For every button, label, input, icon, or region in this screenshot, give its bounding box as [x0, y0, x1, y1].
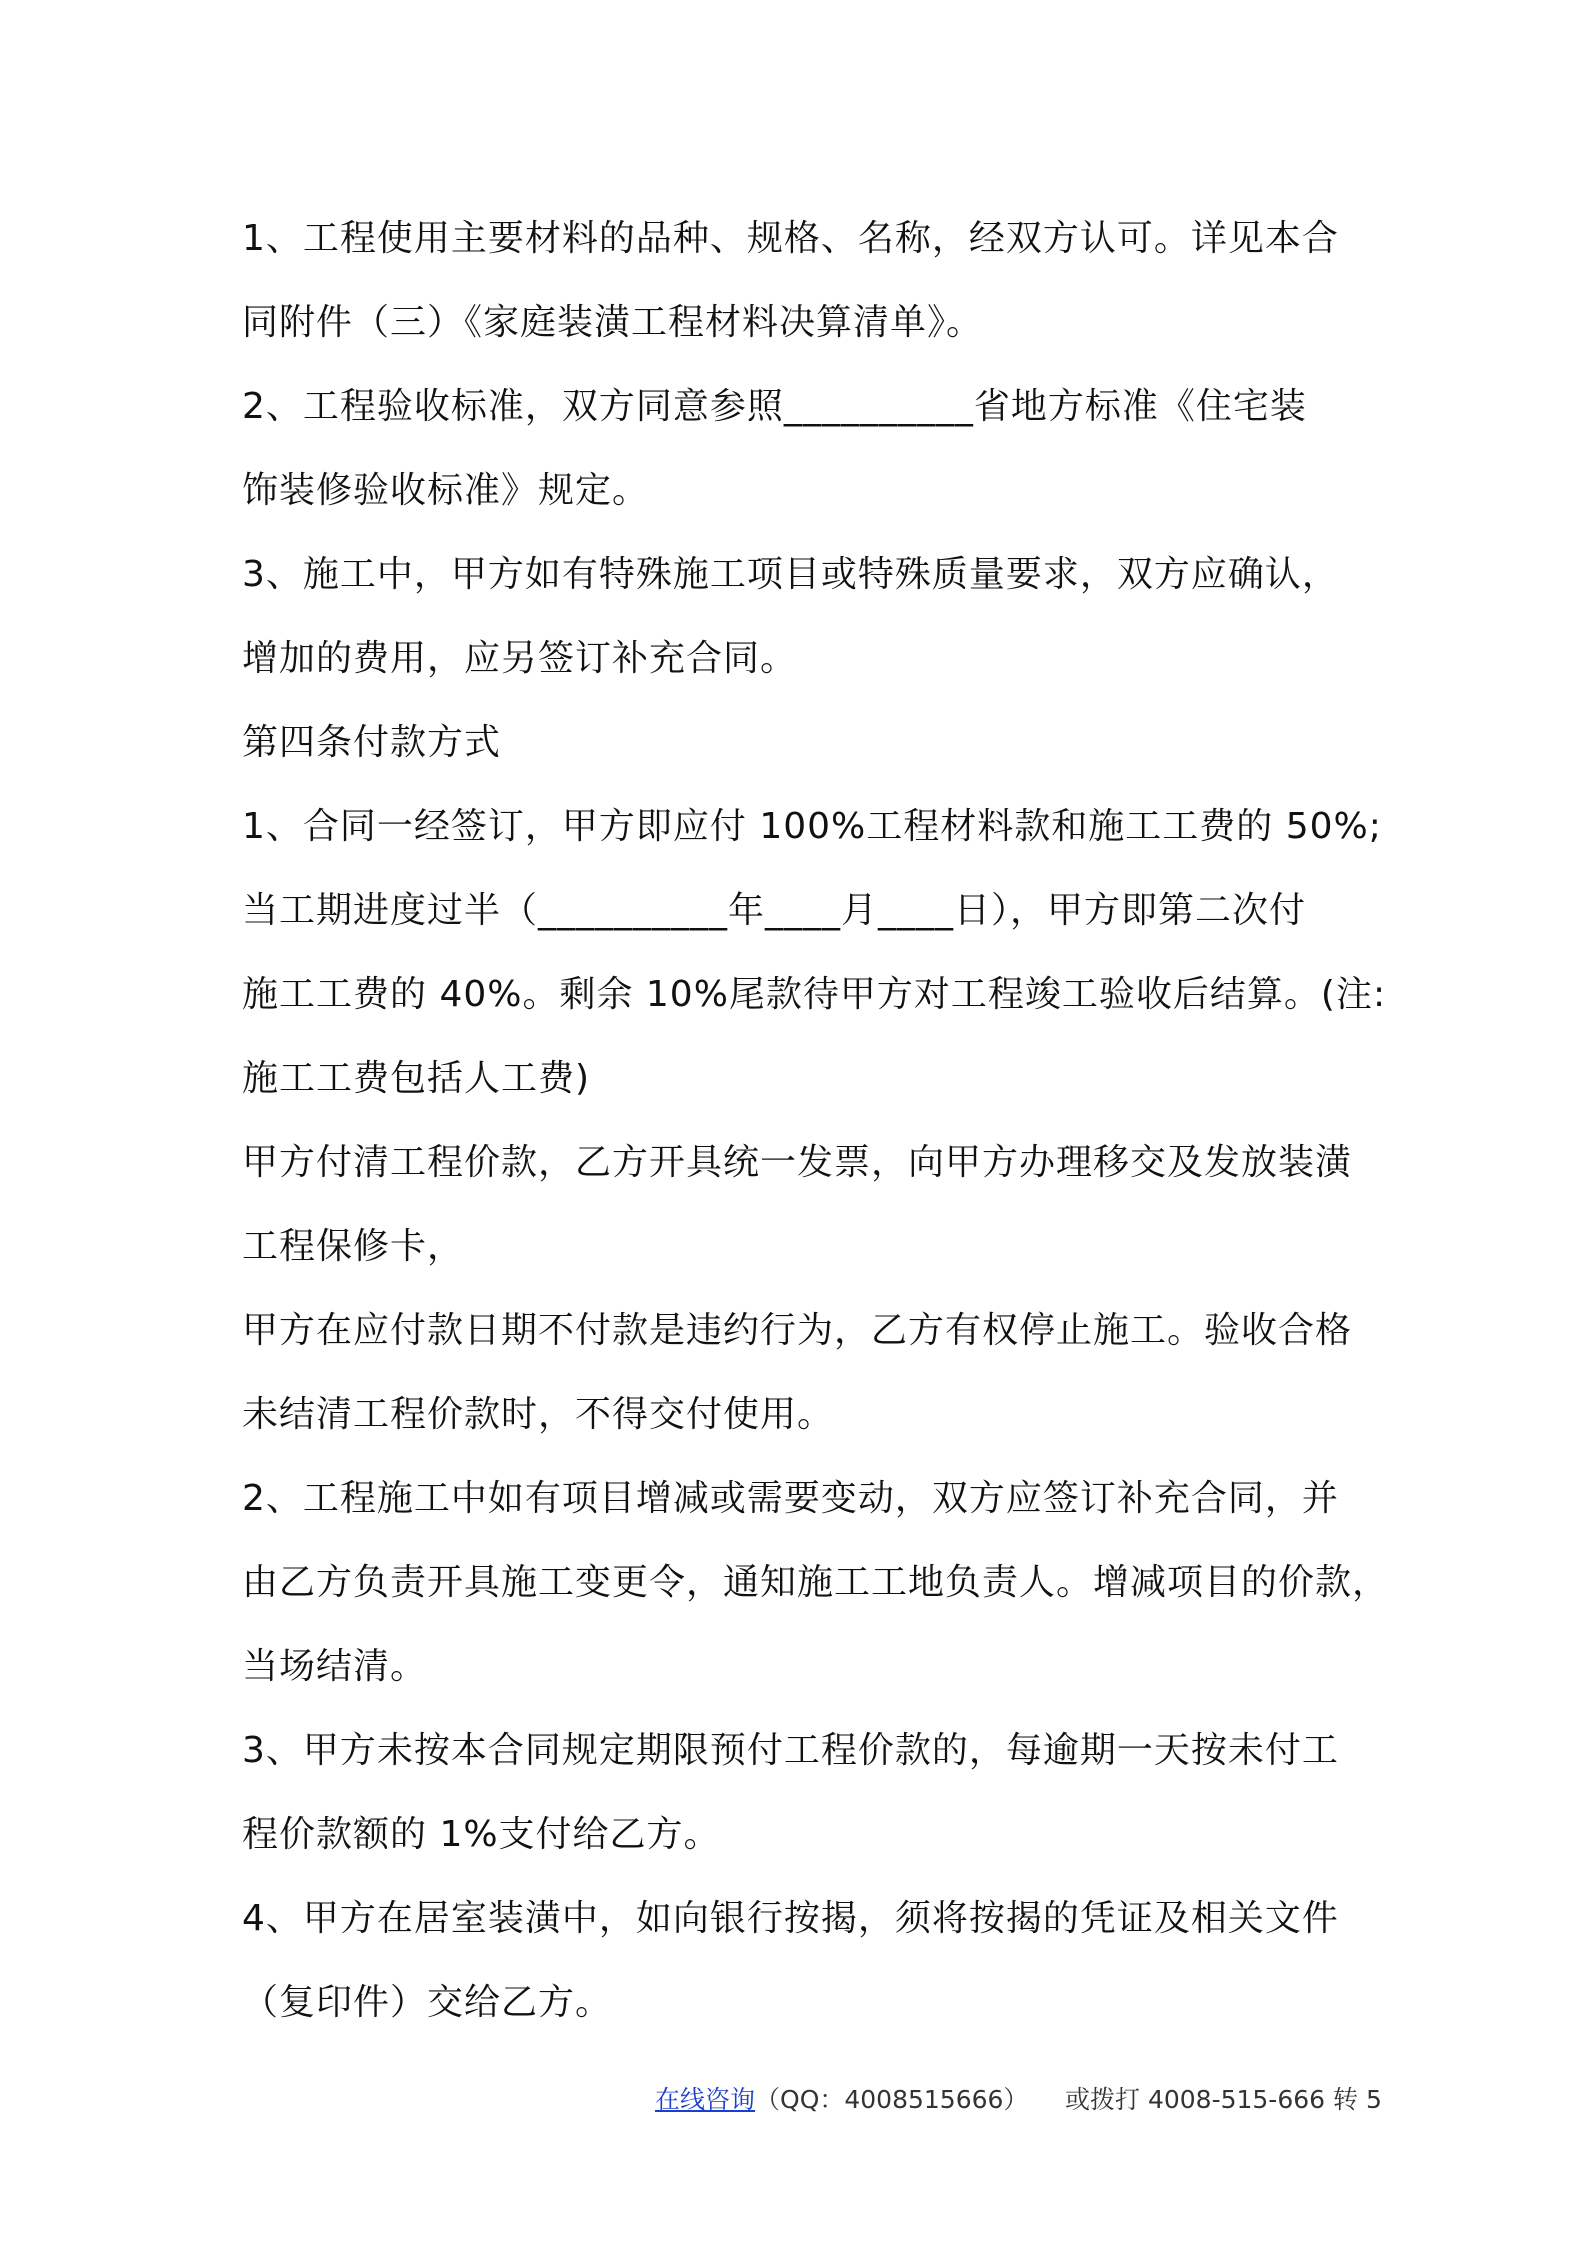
text-line: 1、合同一经签订，甲方即应付 100%工程材料款和施工工费的 50%; [242, 806, 1382, 847]
text-line: 1、工程使用主要材料的品种、规格、名称，经双方认可。详见本合 [242, 218, 1339, 259]
text-line: 甲方付清工程价款，乙方开具统一发票，向甲方办理移交及发放装潢 [242, 1142, 1353, 1183]
page-footer [655, 2080, 1382, 2116]
online-consult-link[interactable]: 在线咨询 [655, 2085, 756, 2114]
text-line: 4、甲方在居室装潢中，如向银行按揭，须将按揭的凭证及相关文件 [242, 1898, 1339, 1939]
phone-contact-text: 或拨打 4008-515-666 转 5 [1065, 2085, 1382, 2114]
text-line: 2、工程验收标准，双方同意参照__________省地方标准《住宅装 [242, 386, 1307, 427]
section-heading: 第四条付款方式 [242, 722, 502, 763]
text-line: 当工期进度过半（__________年____月____日），甲方即第二次付 [242, 890, 1307, 931]
text-line: 3、施工中，甲方如有特殊施工项目或特殊质量要求，双方应确认， [242, 554, 1339, 595]
text-line: 由乙方负责开具施工变更令，通知施工工地负责人。增减项目的价款， [242, 1562, 1390, 1603]
text-line: （复印件）交给乙方。 [242, 1982, 613, 2023]
text-line: 3、甲方未按本合同规定期限预付工程价款的，每逾期一天按未付工 [242, 1730, 1339, 1771]
text-line: 2、工程施工中如有项目增减或需要变动，双方应签订补充合同，并 [242, 1478, 1339, 1519]
text-line: 未结清工程价款时，不得交付使用。 [242, 1394, 835, 1435]
text-line: 程价款额的 1%支付给乙方。 [242, 1814, 721, 1855]
document-body [242, 197, 1390, 2045]
text-line: 施工工费的 40%。剩余 10%尾款待甲方对工程竣工验收后结算。(注: [242, 974, 1387, 1015]
text-line: 工程保修卡， [242, 1226, 465, 1267]
text-line: 同附件（三）《家庭装潢工程材料决算清单》。 [242, 302, 984, 343]
text-line: 饰装修验收标准》规定。 [242, 470, 650, 511]
text-line: 施工工费包括人工费) [242, 1058, 591, 1099]
qq-contact-text: （QQ：4008515666） [755, 2085, 1029, 2114]
text-line: 增加的费用，应另签订补充合同。 [242, 638, 798, 679]
text-line: 当场结清。 [242, 1646, 428, 1687]
text-line: 甲方在应付款日期不付款是违约行为，乙方有权停止施工。验收合格 [242, 1310, 1353, 1351]
